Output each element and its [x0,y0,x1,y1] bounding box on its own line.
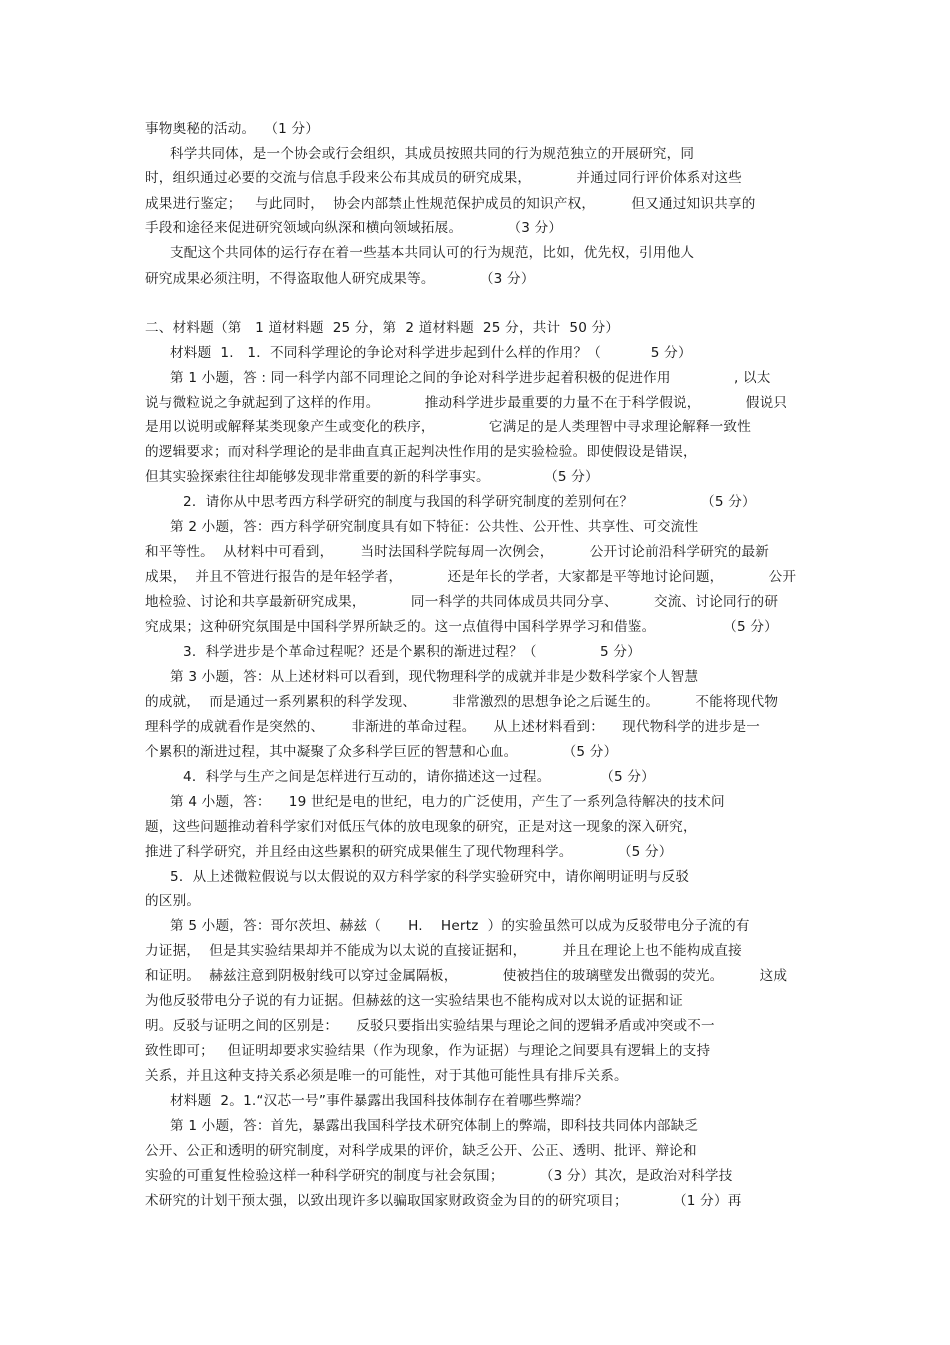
text-line: 题，这些问题推动着科学家们对低压气体的放电现象的研究，正是对这一现象的深入研究， [145,819,697,835]
text-line: 说与微粒说之争就起到了这样的作用。 推动科学进步最重要的力量不在于科学假说， 假说只 [145,395,788,411]
text-line: 成果， 并且不管进行报告的是年轻学者， 还是年长的学者，大家都是平等地讨论问题， 公开 [145,569,797,585]
text-line: 地检验、讨论和共享最新研究成果， 同一科学的共同体成员共同分享、 交流、讨论同行的研 [145,594,779,610]
text-line: 公开、公正和透明的研究制度，对科学成果的评价，缺乏公开、公正、透明、批评、辩论和 [145,1143,697,1159]
question-line: 材料题 1. 1．不同科学理论的争论对科学进步起到什么样的作用？（ 5 分） [170,345,692,361]
text-line: 实验的可重复性检验这样一种科学研究的制度与社会氛围； （3 分）其次，是政治对科学技 [145,1168,733,1184]
section-heading: 二、材料题（第 1 道材料题 25 分，第 2 道材料题 25 分，共计 50 分） [145,320,620,336]
text-line: 科学共同体，是一个协会或行会组织，其成员按照共同的行为规范独立的开展研究，同 [170,146,695,162]
question-line: 5．从上述微粒假说与以太假说的双方科学家的科学实验研究中，请你阐明证明与反驳 [170,869,690,885]
text-line: 但其实验探索往往却能够发现非常重要的新的科学事实。 （5 分） [145,469,599,485]
text-line: 研究成果必须注明，不得盗取他人研究成果等。 （3 分） [145,271,535,287]
text-line: 第 3 小题，答：从上述材料可以看到，现代物理科学的成就并非是少数科学家个人智慧 [170,669,699,685]
text-line: 关系，并且这种支持关系必须是唯一的可能性，对于其他可能性具有排斥关系。 [145,1068,628,1084]
text-line: 和证明。 赫兹注意到阴极射线可以穿过金属隔板， 使被挡住的玻璃壁发出微弱的荧光。 这成 [145,968,788,984]
question-line: 材料题 2。1.“汉芯一号”事件暴露出我国科技体制存在着哪些弊端？ [170,1093,589,1109]
text-line: 力证据， 但是其实验结果却并不能成为以太说的直接证据和， 并且在理论上也不能构成直接 [145,943,742,959]
text-line: 第 1 小题，答：首先，暴露出我国科学技术研究体制上的弊端，即科技共同体内部缺乏 [170,1118,699,1134]
text-line: 和平等性。 从材料中可看到， 当时法国科学院每周一次例会， 公开讨论前沿科学研究的最新 [145,544,770,560]
text-line: 第 2 小题，答：西方科学研究制度具有如下特征：公共性、公开性、共享性、可交流性 [170,519,699,535]
text-line: 为他反驳带电分子说的有力证据。但赫兹的这一实验结果也不能构成对以太说的证据和证 [145,993,683,1009]
text-line: 成果进行鉴定； 与此同时， 协会内部禁止性规范保护成员的知识产权， 但又通过知识共享的 [145,196,756,212]
question-line: 4．科学与生产之间是怎样进行互动的，请你描述这一过程。 （5 分） [183,769,655,785]
text-line: 推进了科学研究，并且经由这些累积的研究成果催生了现代物理科学。 （5 分） [145,844,673,860]
text-line: 第 1 小题，答 : 同一科学内部不同理论之间的争论对科学进步起着积极的促进作用 , 以太 [170,370,771,386]
text-line: 时，组织通过必要的交流与信息手段来公布其成员的研究成果， 并通过同行评价体系对这些 [145,170,742,186]
text-line: 支配这个共同体的运行存在着一些基本共同认可的行为规范，比如，优先权，引用他人 [170,245,695,261]
text-line: 究成果；这种研究氛围是中国科学界所缺乏的。这一点值得中国科学界学习和借鉴。 （5 分） [145,619,778,635]
text-line: 事物奥秘的活动。 （1 分） [145,121,320,137]
text-line: 个累积的渐进过程，其中凝聚了众多科学巨匠的智慧和心血。 （5 分） [145,744,618,760]
question-line: 3．科学进步是个革命过程呢？还是个累积的渐进过程？（ 5 分） [183,644,641,660]
text-line: 是用以说明或解释某类现象产生或变化的秩序， 它满足的是人类理智中寻求理论解释一致性 [145,419,751,435]
text-line: 理科学的成就看作是突然的、 非渐进的革命过程。 从上述材料看到： 现代物科学的进步是一 [145,719,761,735]
question-line: 2．请你从中思考西方科学研究的制度与我国的科学研究制度的差别何在？ （5 分） [183,494,756,510]
text-line: 术研究的计划干预太强，以致出现许多以骗取国家财政资金为目的的研究项目； （1 分）再 [145,1193,742,1209]
text-line: 第 5 小题，答：哥尔茨坦、赫兹（ H. Hertz ）的实验虽然可以成为反驳带电分子流的有 [170,918,750,934]
text-line: 手段和途径来促进研究领域向纵深和横向领域拓展。 （3 分） [145,220,563,236]
text-line: 致性即可； 但证明却要求实验结果（作为现象，作为证据）与理论之间要具有逻辑上的支持 [145,1043,711,1059]
text-line: 的成就， 而是通过一系列累积的科学发现、 非常激烈的思想争论之后诞生的。 不能将现代物 [145,694,779,710]
text-line: 的逻辑要求；而对科学理论的是非曲直真正起判决性作用的是实验检验。即使假设是错误， [145,444,697,460]
text-line: 的区别。 [145,893,201,909]
text-line: 明。反驳与证明之间的区别是： 反驳只要指出实验结果与理论之间的逻辑矛盾或冲突或不一 [145,1018,715,1034]
text-line: 第 4 小题，答： 19 世纪是电的世纪，电力的广泛使用，产生了一系列急待解决的技术问 [170,794,725,810]
